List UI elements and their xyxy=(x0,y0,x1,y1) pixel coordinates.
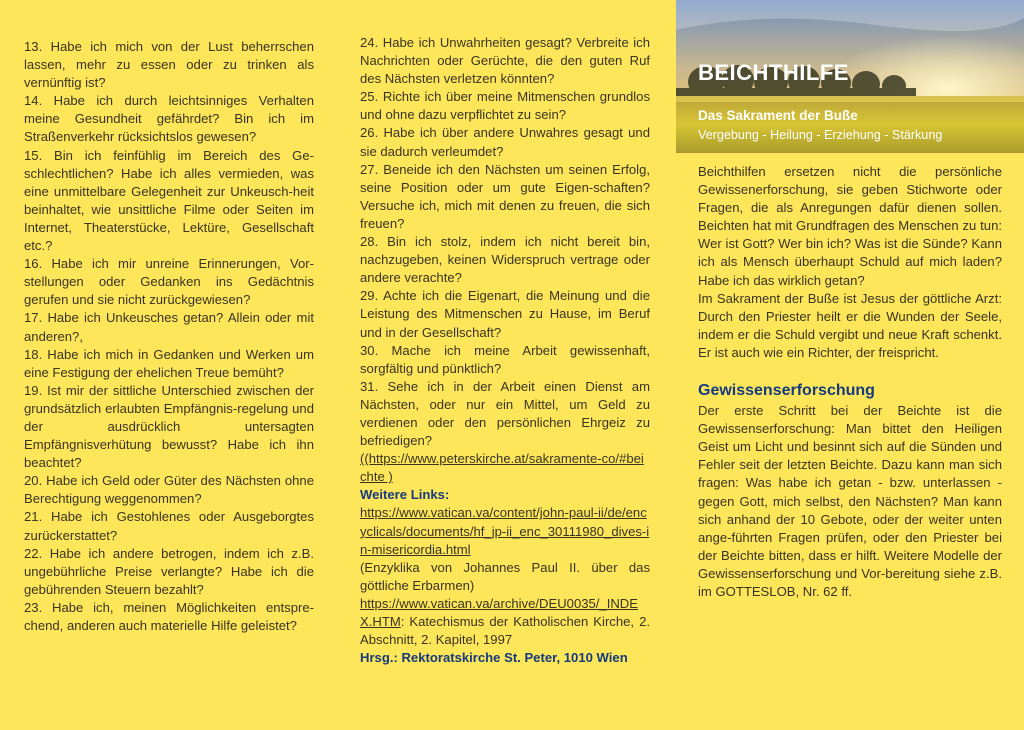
question-30: 30. Mache ich meine Arbeit gewissenhaft, sorgfältig und pünktlich? xyxy=(360,342,650,376)
question-25: 25. Richte ich über meine Mitmenschen grundlos und ohne dazu verpflichtet zu sein? xyxy=(360,89,650,123)
question-18: 18. Habe ich mich in Gedanken und Werken um eine Festigung der ehelichen Treue bemüht? xyxy=(24,346,314,380)
question-16: 16. Habe ich mir unreine Erinnerungen, Vor-stellungen oder Gedanken ins Gedächtnis gerufen und sie nicht zurückgewiesen? xyxy=(24,256,314,308)
banner-tagline: Vergebung - Heilung - Erziehung - Stärkung xyxy=(698,128,943,142)
banner-subtitle: Das Sakrament der Buße xyxy=(698,108,858,123)
publisher: Hrsg.: Rektoratskirche St. Peter, 1010 Wien xyxy=(360,650,628,666)
question-14: 14. Habe ich durch leichtsinniges Verhalten meine Gesundheit gefährdet? Bin ich im Straßenverkehr rücksichtslos gewesen? xyxy=(24,93,314,145)
question-29: 29. Achte ich die Eigenart, die Meinung und die Leistung des Mitmenschen zu Hause, im Beruf und in der Gesellschaft? xyxy=(360,288,650,340)
banner-image xyxy=(676,0,1024,153)
question-22: 22. Habe ich andere betrogen, indem ich z.B. ungebührliche Preise verlangte? Habe ich die gebührenden Steuern bezahlt? xyxy=(24,545,314,597)
question-23: 23. Habe ich, meinen Möglichkeiten entspre-chend, anderen auch materielle Hilfe geleistet? xyxy=(24,599,314,633)
section-heading: Gewissenserforschung xyxy=(698,382,875,400)
question-28: 28. Bin ich stolz, indem ich nicht bereit bin, nachzugeben, keinen Widerspruch vertrage oder andere verachte? xyxy=(360,234,650,286)
question-26: 26. Habe ich über andere Unwahres gesagt und sie dadurch verleumdet? xyxy=(360,125,650,159)
middle-column xyxy=(360,34,650,667)
question-20: 20. Habe ich Geld oder Güter des Nächsten ohne Berechtigung weggenommen? xyxy=(24,473,314,507)
vatican-encyclical-link[interactable]: https://www.vatican.va/content/john-paul-ii/de/encyclicals/documents/hf_jp-ii_enc_30111980_dives-in-misericordia.html xyxy=(360,505,650,557)
question-15: 15. Bin ich feinfühlig im Bereich des Ge-schlechtlichen? Habe ich alles vermieden, was eine unmittelbare Gelegenheit zur Unkeusch-heit beinhaltet, wie unsittliche Filme oder Seiten im Internet, Theaterstücke, Lektüre, Gesellschaft etc.? xyxy=(24,147,314,254)
source-link[interactable]: ((https://www.peterskirche.at/sakramente-co/#beichte ) xyxy=(360,451,644,485)
banner-title: BEICHTHILFE xyxy=(698,60,849,85)
intro-paragraph-2: Im Sakrament der Buße ist Jesus der göttliche Arzt: Durch den Priester heilt er die Wunden der Seele, indem er die Schuld vergibt und neue Kraft schenkt. Er ist auch wie ein Richter, der freispricht. xyxy=(698,290,1002,360)
question-31: 31. Sehe ich in der Arbeit einen Dienst am Nächsten, oder nur ein Mittel, um Geld zu verdienen oder den persönlichen Ehrgeiz zu befriedigen? xyxy=(360,378,650,449)
vatican-catechism-link[interactable]: https://www.vatican.va/archive/DEU0035/_INDEX.HTM xyxy=(360,595,638,629)
question-27: 27. Beneide ich den Nächsten um seinen Erfolg, seine Position oder um gute Eigen-schaften? Versuche ich, mich mit denen zu freuen, die sich freuen? xyxy=(360,161,650,231)
links-heading: Weitere Links: xyxy=(360,487,450,503)
intro-paragraph-1: Beichthilfen ersetzen nicht die persönliche Gewissenerforschung, sie geben Stichworte oder Fragen, die als Anregungen dafür dienen sollen. Beichten hat mit Grundfragen des Menschen zu tun: Wer ist Gott? Wer bin ich? Was ist die Sünde? Kann ich als Mensch überhaupt Schuld auf mich laden? Habe ich das wirklich getan? xyxy=(698,164,1002,288)
encyclical-description: (Enzyklika von Johannes Paul II. über das göttliche Erbarmen) xyxy=(360,559,650,593)
catechism-line xyxy=(360,595,650,649)
right-column xyxy=(676,0,1024,601)
right-text-block xyxy=(676,153,1024,601)
catechism-description: : Katechismus der Katholischen Kirche, 2. Abschnitt, 2. Kapitel, 1997 xyxy=(360,614,650,648)
question-24: 24. Habe ich Unwahrheiten gesagt? Verbreite ich Nachrichten oder Gerüchte, die den guten Ruf des Nächsten verletzen könnten? xyxy=(360,35,650,87)
question-13: 13. Habe ich mich von der Lust beherrschen lassen, mehr zu essen oder zu trinken als vernünftig ist? xyxy=(24,39,314,91)
section-body: Der erste Schritt bei der Beichte ist die Gewissenserforschung: Man bittet den Heiligen Geist um Licht und besinnt sich auf die Sünden und Fehler seit der letzten Beichte. Dazu kann man sich fragen: Was habe ich getan - bzw. unterlassen - gegen Gott, mich selbst, den Nächsten? Man kann sich anhand der 10 Gebote, oder der weiter unten ange-führten Fragen prüfen, oder den Priester bei der Beichte bitten, dass er hilft. Weitere Modelle der Gewissenserforschung und Vor-bereitung siehe z.B. im GOTTESLOB, Nr. 62 ff. xyxy=(698,403,1002,599)
left-column xyxy=(24,38,314,635)
question-21: 21. Habe ich Gestohlenes oder Ausgeborgtes zurückerstattet? xyxy=(24,509,314,543)
question-19: 19. Ist mir der sittliche Unterschied zwischen der grundsätzlich erlaubten Empfängnis-regelung und der ausdrücklich untersagten Empfängnisverhütung bewusst? Habe ich ihn beachtet? xyxy=(24,382,314,471)
question-17: 17. Habe ich Unkeusches getan? Allein oder mit anderen?, xyxy=(24,310,314,344)
